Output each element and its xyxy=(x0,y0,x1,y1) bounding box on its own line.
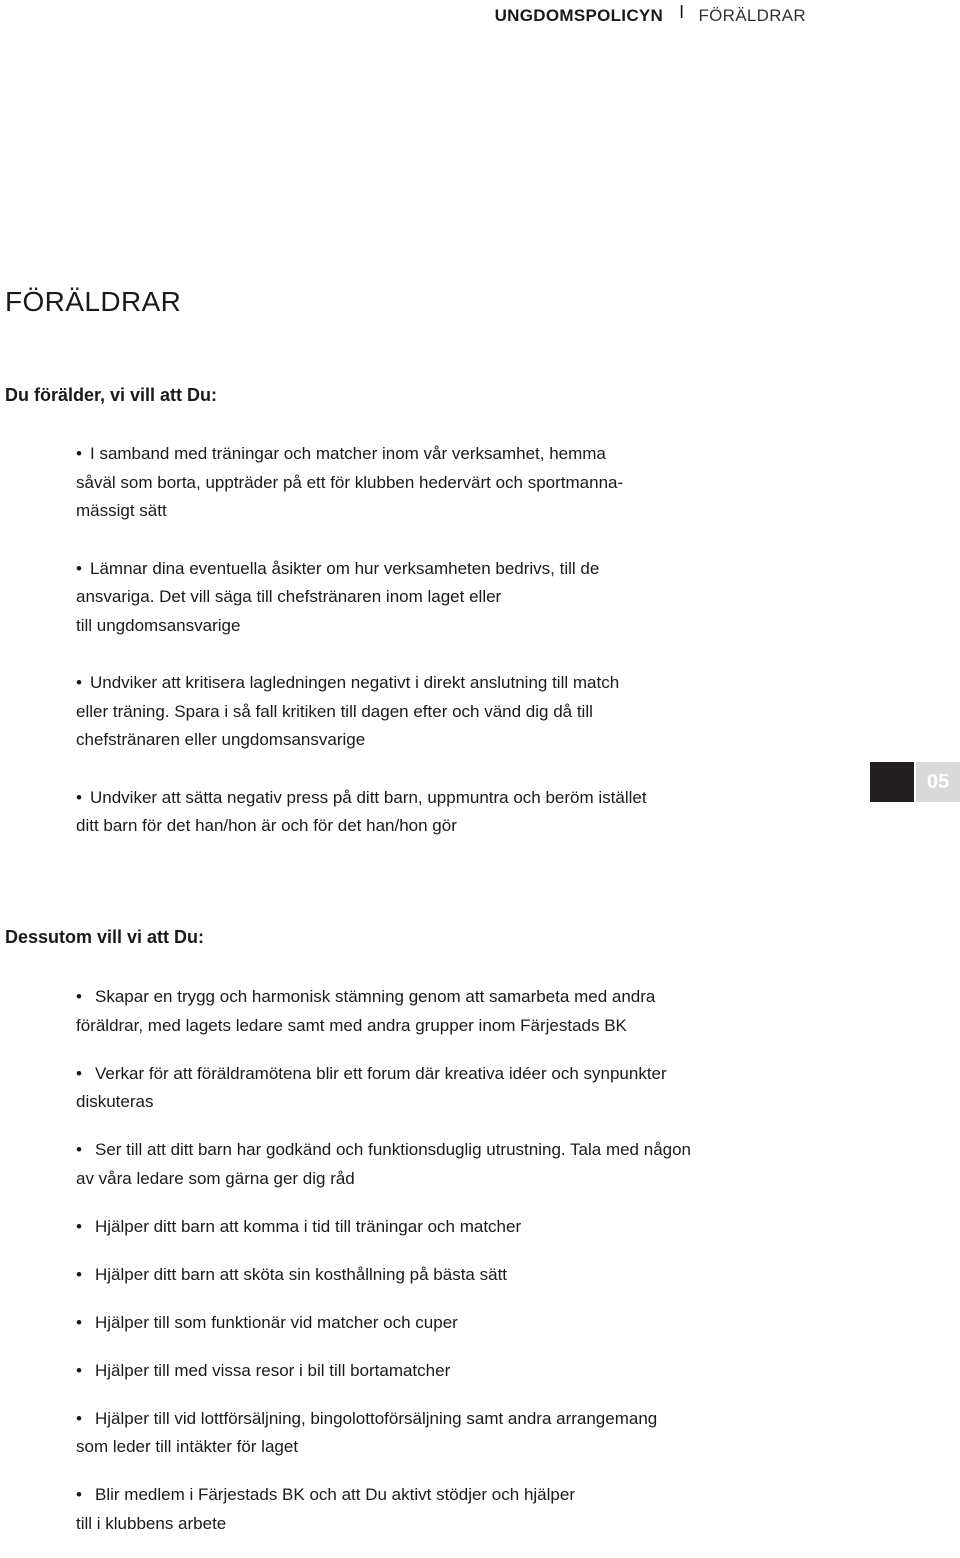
list-item-text: Hjälper ditt barn att sköta sin kosthållning på bästa sätt xyxy=(95,1264,508,1284)
list-item xyxy=(76,1309,796,1338)
list-item xyxy=(76,1060,796,1117)
bullet-icon: • xyxy=(76,1408,82,1428)
bullet-icon: • xyxy=(76,444,82,463)
section-2-heading: Dessutom vill vi att Du: xyxy=(5,927,205,947)
bullet-icon: • xyxy=(76,1216,82,1236)
header-section-name: FÖRÄLDRAR xyxy=(698,6,806,25)
bullet-icon: • xyxy=(76,1485,82,1504)
bullet-icon: • xyxy=(76,1140,82,1159)
bullet-icon: • xyxy=(76,558,82,578)
section-1-heading: Du förälder, vi vill att Du: xyxy=(5,385,218,405)
list-item-text: Hjälper till vid lottförsäljning, bingolottoförsäljning samt andra arrangemang som leder till intäkter för laget xyxy=(76,1408,658,1456)
header-separator: I xyxy=(679,2,685,22)
list-item-text: I samband med träningar och matcher inom vår verksamhet, hemma såväl som borta, uppträder på ett för klubben hedervärt och sportmanna- mässigt sätt xyxy=(76,444,624,520)
bullet-icon: • xyxy=(76,1264,82,1284)
list-item xyxy=(76,669,796,755)
list-item-text: Verkar för att föräldramötena blir ett forum där kreativa idéer och synpunkter diskuteras xyxy=(76,1063,667,1111)
list-item xyxy=(76,784,796,841)
list-item xyxy=(76,1357,796,1386)
list-item xyxy=(76,440,796,526)
list-item xyxy=(76,1213,796,1242)
list-item-text: Hjälper till som funktionär vid matcher och cuper xyxy=(95,1312,458,1332)
page-number-tab xyxy=(870,762,960,802)
list-item xyxy=(76,555,796,641)
list-item-text: Ser till att ditt barn har godkänd och funktionsduglig utrustning. Tala med någon av våra ledare som gärna ger dig råd xyxy=(76,1140,692,1188)
bullet-icon: • xyxy=(76,987,82,1006)
list-item xyxy=(76,1405,796,1462)
bullet-icon: • xyxy=(76,673,82,692)
bullet-icon: • xyxy=(76,787,82,807)
bullet-icon: • xyxy=(76,1360,82,1380)
list-item xyxy=(76,983,796,1040)
list-item-text: Undviker att sätta negativ press på ditt barn, uppmuntra och beröm istället ditt barn för det han/hon är och för det han/hon gör xyxy=(76,787,647,835)
list-item xyxy=(76,1136,796,1193)
bullet-icon: • xyxy=(76,1063,82,1083)
list-item-text: Undviker att kritisera lagledningen negativt i direkt anslutning till match eller träning. Spara i så fall kritiken till dagen efter och vänd dig då till chefstränaren eller ungdomsansvarige xyxy=(76,673,620,749)
list-item-text: Lämnar dina eventuella åsikter om hur verksamheten bedrivs, till de ansvariga. Det vill säga till chefstränaren inom laget eller till ungdomsansvarige xyxy=(76,558,600,635)
page-tab-dark-block xyxy=(870,762,914,802)
list-item-text: Skapar en trygg och harmonisk stämning genom att samarbeta med andra föräldrar, med lagets ledare samt med andra grupper inom Färjestads BK xyxy=(76,987,656,1035)
list-item xyxy=(76,1481,796,1538)
page-title: FÖRÄLDRAR xyxy=(5,286,182,317)
bullet-icon: • xyxy=(76,1312,82,1332)
list-item-text: Blir medlem i Färjestads BK och att Du aktivt stödjer och hjälper till i klubbens arbete xyxy=(76,1485,575,1533)
page-number: 05 xyxy=(916,762,960,802)
header-policy-name: UNGDOMSPOLICYN xyxy=(494,6,664,25)
running-header xyxy=(494,2,806,26)
section-1-list xyxy=(76,440,796,870)
list-item-text: Hjälper till med vissa resor i bil till bortamatcher xyxy=(95,1360,451,1380)
list-item-text: Hjälper ditt barn att komma i tid till träningar och matcher xyxy=(95,1216,522,1236)
list-item xyxy=(76,1261,796,1290)
section-2-list xyxy=(76,983,796,1558)
